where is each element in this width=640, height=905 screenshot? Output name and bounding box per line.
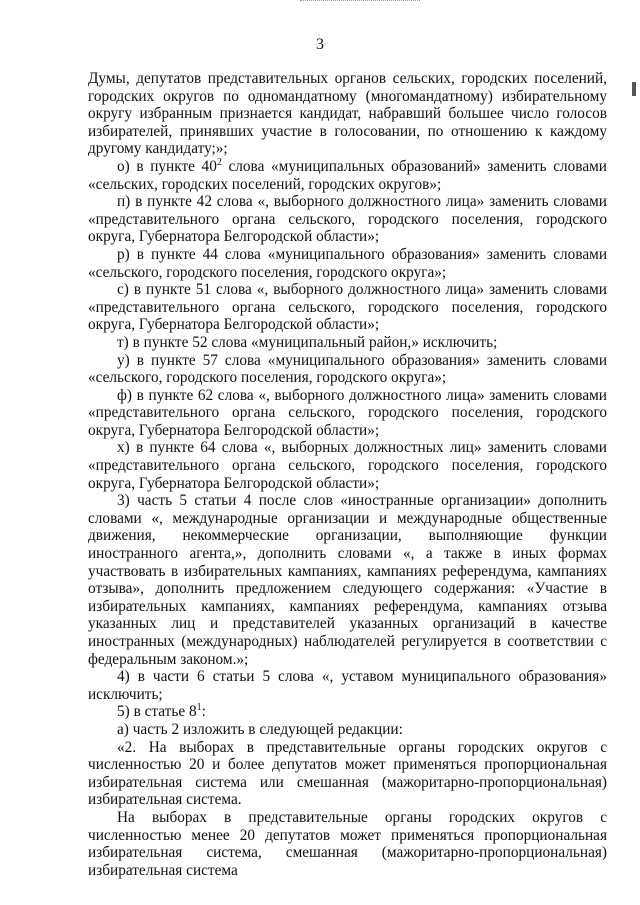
paragraph-item-u: у) в пункте 57 слова «муниципального образования» заменить словами «сельского, городского поселения, городского округа»; — [88, 351, 607, 387]
paragraph-item-r: р) в пункте 44 слова «муниципального образования» заменить словами «сельского, городского поселения, городского округа»; — [88, 245, 607, 281]
page-number: 3 — [316, 36, 324, 53]
edge-mark — [632, 82, 636, 96]
document-body — [88, 70, 607, 879]
paragraph-point-5: 5) в статье $8^1$: — [117, 702, 206, 721]
top-rule — [300, 0, 420, 2]
paragraph-item-f: ф) в пункте 62 слова «, выборного должностного лица» заменить словами «представительного органа сельского, городского поселения, городского округа, Губернатора Белгородской области»; — [88, 386, 607, 439]
paragraph-item-p: п) в пункте 42 слова «, выборного должностного лица» заменить словами «представительного органа сельского, городского поселения, городского округа, Губернатора Белгородской области»; — [88, 193, 607, 246]
paragraph-quote-part-2: «2. На выборах в представительные органы городских округов с численностью 20 и более депутатов может применяться пропорциональная избирательная система или смешанная (мажоритарно-пропорциональная) избирательная система. — [88, 738, 607, 809]
paragraph-subitem-a: а) часть 2 изложить в следующей редакции: — [117, 720, 403, 738]
paragraph-item-s: с) в пункте 51 слова «, выборного должностного лица» заменить словами «представительного органа сельского, городского поселения, городского округа, Губернатора Белгородской области»; — [88, 281, 607, 334]
paragraph-point-4: 4) в части 6 статьи 5 слова «, уставом муниципального образования» исключить; — [88, 668, 607, 703]
paragraph-quote-continuation: На выборах в представительные органы городских округов с численностью менее 20 депутатов может применяться пропорциональная избирательная система, смешанная (мажоритарно-пропорциональная) избирательная система — [88, 808, 607, 879]
paragraph-item-h: х) в пункте 64 слова «, выборных должностных лиц» заменить словами «представительного органа сельского, городского поселения, городского округа, Губернатора Белгородской области»; — [88, 439, 607, 492]
paragraph-item-o: о) в пункте $40^2$ слова «муниципальных образований» заменить словами «сельских, городских поселений, городских округов»; — [88, 156, 607, 193]
paragraph-item-t: т) в пункте 52 слова «муниципальный район,» исключить; — [117, 333, 498, 351]
paragraph-continuation: Думы, депутатов представительных органов сельских, городских поселений, городских округов по одномандатному (многомандатному) избирательному округу избранным признается кандидат, набравший большее число голосов избирателей, принявших участие в голосовании, по отношению к каждому другому кандидату;»; — [88, 70, 607, 158]
paragraph-point-3: 3) часть 5 статьи 4 после слов «иностранные организации» дополнить словами «, международные организации и международные общественные движения, некоммерческие организации, выполняющие функции иностранного агента,», дополнить словами «, а также в иных формах участвовать в избирательных кампаниях, кампаниях референдума, кампаниях отзыва», дополнить предложением следующего содержания: «Участие в избирательных кампаниях, кампаниях референдума, кампаниях отзыва указанных лиц и представителей указанных организаций в качестве иностранных (международных) наблюдателей регулируется в соответствии с федеральным законом.»; — [88, 492, 607, 668]
